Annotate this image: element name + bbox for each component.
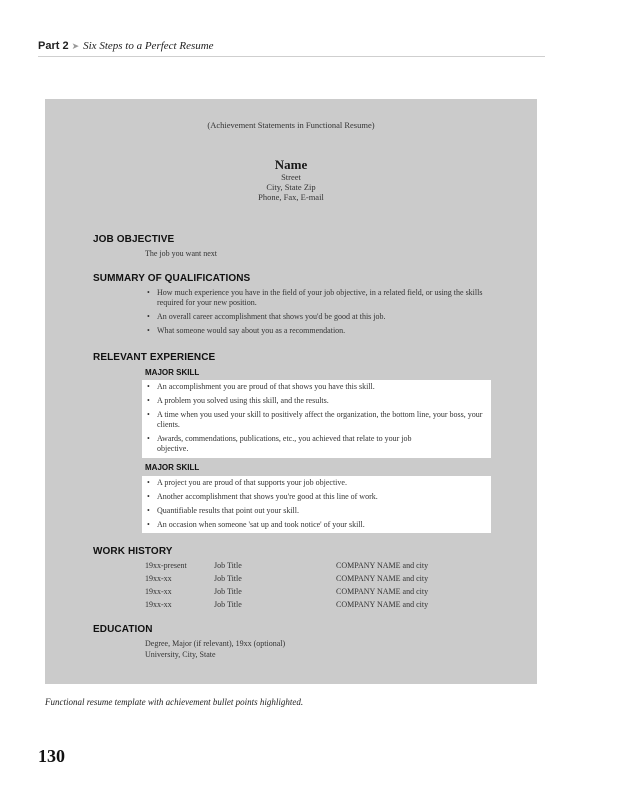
skill-list bbox=[145, 478, 490, 534]
list-item: • A time when you used your skill to positively affect the organization, the bottom line, your boss, your clients. bbox=[145, 410, 490, 430]
table-row bbox=[145, 585, 428, 598]
work-company: COMPANY NAME and city bbox=[336, 600, 429, 609]
table-row bbox=[145, 572, 428, 585]
list-item: • An overall career accomplishment that shows you'd be good at this job. bbox=[145, 312, 495, 322]
summary-heading: SUMMARY OF QUALIFICATIONS bbox=[93, 273, 251, 284]
job-objective-text: The job you want next bbox=[145, 249, 217, 258]
work-title: Job Title bbox=[214, 574, 242, 583]
figure-caption: Functional resume template with achievement bullet points highlighted. bbox=[45, 697, 304, 707]
list-item: • A project you are proud of that supports your job objective. bbox=[145, 478, 490, 488]
work-dates: 19xx-xx bbox=[145, 600, 172, 609]
work-company: COMPANY NAME and city bbox=[336, 561, 429, 570]
job-objective-heading: JOB OBJECTIVE bbox=[93, 234, 175, 245]
address-street: Street bbox=[281, 172, 301, 182]
list-item: • What someone would say about you as a recommendation. bbox=[145, 326, 495, 336]
running-head bbox=[38, 40, 545, 57]
work-company: COMPANY NAME and city bbox=[336, 587, 429, 596]
work-dates: 19xx-xx bbox=[145, 574, 172, 583]
figure-subtitle: (Achievement Statements in Functional Resume) bbox=[207, 120, 375, 130]
work-dates: 19xx-xx bbox=[145, 587, 172, 596]
address-contact: Phone, Fax, E-mail bbox=[258, 192, 324, 202]
major-skill-heading: MAJOR SKILL bbox=[145, 368, 200, 377]
list-item: • Another accomplishment that shows you're good at this line of work. bbox=[145, 492, 490, 502]
work-company: COMPANY NAME and city bbox=[336, 574, 429, 583]
table-row bbox=[145, 559, 428, 572]
work-title: Job Title bbox=[214, 600, 242, 609]
list-item: • An occasion when someone 'sat up and took notice' of your skill. bbox=[145, 520, 490, 530]
skill-list bbox=[145, 382, 490, 458]
work-title: Job Title bbox=[214, 561, 242, 570]
list-item: • Awards, commendations, publications, etc., you achieved that relate to your job objective. bbox=[145, 434, 490, 454]
list-item: • How much experience you have in the field of your job objective, in a related field, or using the skills required for your new position. bbox=[145, 288, 495, 308]
list-item: • An accomplishment you are proud of that shows you have this skill. bbox=[145, 382, 490, 392]
education-heading: EDUCATION bbox=[93, 624, 153, 635]
work-history-heading: WORK HISTORY bbox=[93, 546, 173, 557]
education-degree: Degree, Major (if relevant), 19xx (optional) bbox=[145, 639, 286, 648]
relevant-experience-heading: RELEVANT EXPERIENCE bbox=[93, 352, 216, 363]
list-item: • A problem you solved using this skill, and the results. bbox=[145, 396, 490, 406]
major-skill-heading: MAJOR SKILL bbox=[145, 463, 200, 472]
part-label: Part 2 bbox=[38, 40, 69, 52]
resume-name: Name bbox=[274, 157, 308, 172]
address-city: City, State Zip bbox=[266, 182, 316, 192]
summary-list bbox=[145, 288, 495, 340]
list-item: • Quantifiable results that point out your skill. bbox=[145, 506, 490, 516]
work-dates: 19xx-present bbox=[145, 561, 187, 570]
work-history-table bbox=[145, 559, 428, 611]
resume-figure bbox=[45, 99, 537, 684]
arrow-right-icon: ➤ bbox=[71, 42, 80, 52]
page-number: 130 bbox=[38, 746, 65, 766]
education-school: University, City, State bbox=[145, 650, 216, 659]
work-title: Job Title bbox=[214, 587, 242, 596]
chapter-title: Six Steps to a Perfect Resume bbox=[83, 40, 214, 52]
table-row bbox=[145, 598, 428, 611]
